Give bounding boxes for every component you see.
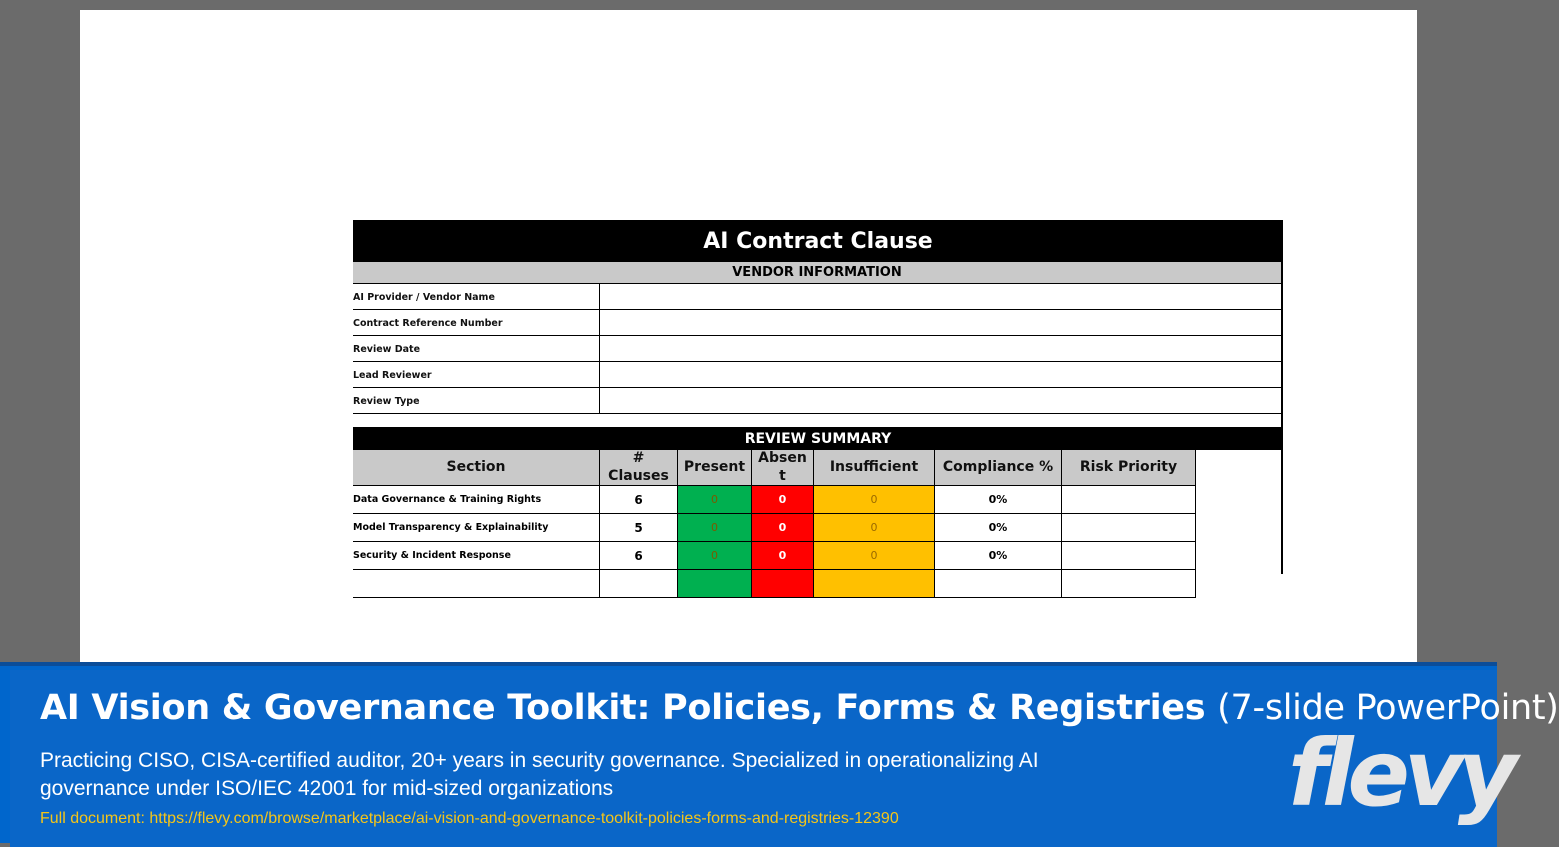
vendor-field-value[interactable] <box>600 388 1283 414</box>
table-cell <box>935 570 1062 598</box>
clauses-count: 6 <box>600 486 678 514</box>
table-cell <box>353 570 600 598</box>
vendor-field-label: AI Provider / Vendor Name <box>353 284 600 310</box>
absent-count: 0 <box>752 542 814 570</box>
flevy-logo: flevy <box>1288 720 1512 827</box>
clauses-count: 6 <box>600 542 678 570</box>
vendor-row <box>353 310 1283 336</box>
present-count: 0 <box>678 486 752 514</box>
section-name: Security & Incident Response <box>353 542 600 570</box>
document-page <box>80 10 1417 665</box>
review-summary-header: REVIEW SUMMARY <box>353 427 1283 450</box>
vendor-field-label: Lead Reviewer <box>353 362 600 388</box>
spreadsheet-preview <box>353 220 1283 574</box>
column-header-clauses: # Clauses <box>600 450 678 486</box>
table-cell <box>752 570 814 598</box>
clauses-count: 5 <box>600 514 678 542</box>
vendor-row <box>353 336 1283 362</box>
vendor-information-header: VENDOR INFORMATION <box>353 262 1283 284</box>
product-title-format: (7-slide PowerPoint) <box>1217 688 1559 728</box>
table-cell <box>814 570 935 598</box>
vendor-field-value[interactable] <box>600 284 1283 310</box>
vendor-field-label: Contract Reference Number <box>353 310 600 336</box>
insufficient-count: 0 <box>814 486 935 514</box>
table-cell <box>678 570 752 598</box>
present-count: 0 <box>678 514 752 542</box>
table-cell <box>1062 570 1196 598</box>
vendor-row <box>353 362 1283 388</box>
full-document-link[interactable]: Full document: https://flevy.com/browse/marketplace/ai-vision-and-governance-toolkit-policies-forms-and-registries-12390 <box>40 810 899 827</box>
vendor-field-value[interactable] <box>600 336 1283 362</box>
risk-priority[interactable] <box>1062 542 1196 570</box>
vendor-field-label: Review Date <box>353 336 600 362</box>
compliance-percent: 0% <box>935 542 1062 570</box>
section-name: Data Governance & Training Rights <box>353 486 600 514</box>
compliance-percent: 0% <box>935 514 1062 542</box>
vendor-row <box>353 284 1283 310</box>
column-header-insufficient: Insufficient <box>814 450 935 486</box>
insufficient-count: 0 <box>814 514 935 542</box>
compliance-percent: 0% <box>935 486 1062 514</box>
table-cell <box>600 570 678 598</box>
vendor-field-value[interactable] <box>600 362 1283 388</box>
sheet-border <box>1281 414 1283 428</box>
absent-count: 0 <box>752 514 814 542</box>
vendor-field-value[interactable] <box>600 310 1283 336</box>
section-name: Model Transparency & Explainability <box>353 514 600 542</box>
risk-priority[interactable] <box>1062 486 1196 514</box>
absent-count: 0 <box>752 486 814 514</box>
vendor-row <box>353 388 1283 414</box>
column-header-absent: Absen t <box>752 450 814 486</box>
product-description: Practicing CISO, CISA-certified auditor, 20+ years in security governance. Specialized in operationalizing AI governance under ISO/IEC 42001 for mid-sized organizations <box>40 749 1039 800</box>
product-title-main: AI Vision & Governance Toolkit: Policies, Forms & Registries <box>40 688 1206 728</box>
column-header-present: Present <box>678 450 752 486</box>
column-header-risk-priority: Risk Priority <box>1062 450 1196 486</box>
vendor-field-label: Review Type <box>353 388 600 414</box>
sheet-border <box>1281 450 1283 574</box>
column-header-section: Section <box>353 450 600 486</box>
sheet-title: AI Contract Clause <box>353 220 1283 262</box>
risk-priority[interactable] <box>1062 514 1196 542</box>
insufficient-count: 0 <box>814 542 935 570</box>
present-count: 0 <box>678 542 752 570</box>
column-header-compliance: Compliance % <box>935 450 1062 486</box>
